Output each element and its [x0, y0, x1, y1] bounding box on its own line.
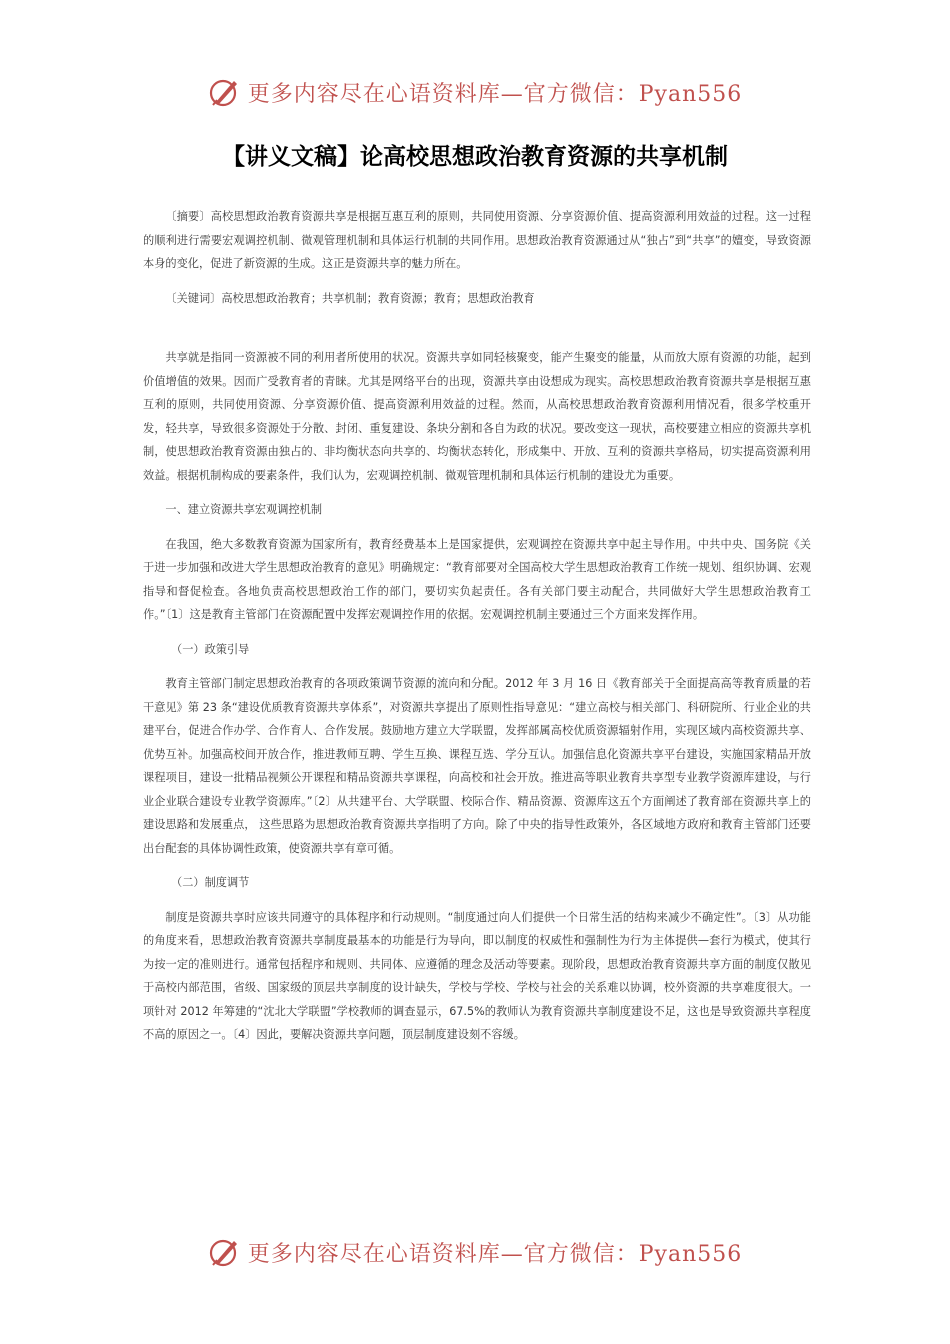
- body-paragraph: 制度是资源共享时应该共同遵守的具体程序和行动规则。“制度通过向人们提供一个日常生活的结构来减少不确定性”。〔3〕从功能的角度来看，思想政治教育资源共享制度最基本的功能是行为导向，即以制度的权威性和强制性为行为主体提供—套行为模式，使其行为按一定的准则进行。通常包括程序和规则、共同体、应遵循的理念及活动等要素。现阶段，思想政治教育资源共享方面的制度仅散见于高校内部范围，省级、国家级的顶层共享制度的设计缺失，学校与学校、学校与社会的关系难以协调，校外资源的共享难度很大。一项针对 2012 年筹建的“沈北大学联盟”学校教师的调查显示，67.5%的教师认为教育资源共享制度建设不足，这也是导致资源共享程度不高的原因之一。〔4〕因此，要解决资源共享问题，顶层制度建设刻不容缓。: [143, 910, 811, 1041]
- banner-text: 更多内容尽在心语资料库—官方微信：Pyan556: [247, 1241, 743, 1267]
- subsection-heading-institution: （二）制度调节: [171, 876, 250, 889]
- document-title: 【讲义文稿】论高校思想政治教育资源的共享机制: [222, 144, 728, 170]
- document-body: [143, 205, 811, 1058]
- keywords-paragraph: 〔关键词〕高校思想政治教育；共享机制；教育资源；教育；思想政治教育: [165, 291, 535, 305]
- footer-banner: [0, 1232, 950, 1272]
- section-heading-1: 一、建立资源共享宏观调控机制: [165, 503, 323, 516]
- abstract-paragraph: 〔摘要〕高校思想政治教育资源共享是根据互惠互利的原则，共同使用资源、分享资源价值、提高资源利用效益的过程。这一过程的顺利进行需要宏观调控机制、微观管理机制和具体运行机制的共同作用。思想政治教育资源通过从“独占”到“共享”的嬗变，导致资源本身的变化，促进了新资源的生成。这正是资源共享的魅力所在。: [143, 210, 811, 270]
- subsection-heading-policy: （一）政策引导: [171, 642, 250, 656]
- intro-paragraph: 共享就是指同一资源被不同的利用者所使用的状况。资源共享如同轻核聚变，能产生聚变的能量，从而放大原有资源的功能，起到价值增值的效果。因而广受教育者的青睐。尤其是网络平台的出现，资源共享由设想成为现实。高校思想政治教育资源共享是根据互惠互利的原则，共同使用资源、分享资源价值、提高资源利用效益的过程。然而，从高校思想政治教育资源利用情况看，很多学校重开发，轻共享，导致很多资源处于分散、封闭、重复建设、条块分割和各自为政的状况。要改变这一现状，高校要建立相应的资源共享机制，使思想政治教育资源由独占的、非均衡状态向共享的、均衡状态转化，形成集中、开放、互利的资源共享格局，切实提高资源利用效益。根据机制构成的要素条件，我们认为，宏观调控机制、微观管理机制和具体运行机制的建设尤为重要。: [143, 351, 811, 482]
- body-paragraph: 教育主管部门制定思想政治教育的各项政策调节资源的流向和分配。2012 年 3 月 16 日《教育部关于全面提高高等教育质量的若干意见》第 23 条“建设优质教育资源共享体系”，对资源共享提出了原则性指导意见：“建立高校与相关部门、科研院所、行业企业的共建平台，促进合作办学、合作育人、合作发展。鼓励地方建立大学联盟，发挥部属高校优质资源辐射作用，实现区域内高校资源共享、优势互补。加强高校间开放合作，推进教师互聘、学生互换、课程互选、学分互认。加强信息化资源共享平台建设，实施国家精品开放课程项目，建设一批精品视频公开课程和精品资源共享课程，向高校和社会开放。推进高等职业教育共享型专业教学资源库建设，与行业企业联合建设专业教学资源库。”〔2〕从共建平台、大学联盟、校际合作、精品资源、资源库这五个方面阐述了教育部在资源共享上的建设思路和发展重点， 这些思路为思想政治教育资源共享指明了方向。除了中央的指导性政策外，各区域地方政府和教育主管部门还要出台配套的具体协调性政策，使资源共享有章可循。: [143, 677, 811, 855]
- quill-pen-logo-icon: [208, 75, 242, 109]
- body-paragraph: 在我国，绝大多数教育资源为国家所有，教育经费基本上是国家提供，宏观调控在资源共享中起主导作用。中共中央、国务院《关于进一步加强和改进大学生思想政治教育的意见》明确规定：“教育部要对全国高校大学生思想政治教育工作统一规划、组织协调、宏观指导和督促检查。各地负责高校思想政治工作的部门，要切实负起责任。各有关部门要主动配合，共同做好大学生思想政治教育工作。”〔1〕这是教育主管部门在资源配置中发挥宏观调控作用的依据。宏观调控机制主要通过三个方面来发挥作用。: [143, 537, 811, 621]
- header-banner: [0, 72, 950, 112]
- quill-pen-logo-icon: [208, 1235, 242, 1269]
- banner-text: 更多内容尽在心语资料库—官方微信：Pyan556: [247, 81, 743, 107]
